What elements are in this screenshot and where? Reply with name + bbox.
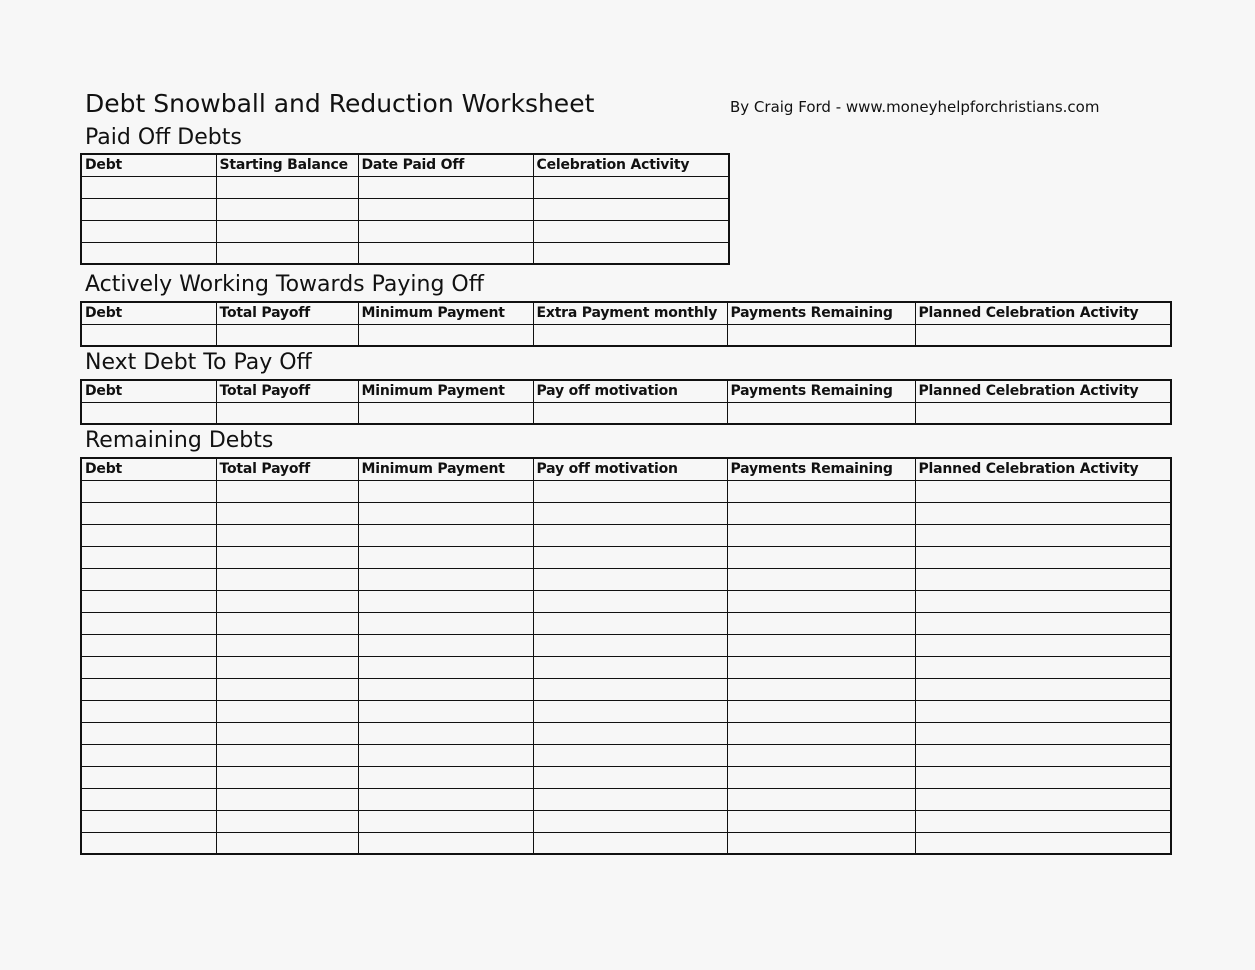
entry-cell[interactable]	[727, 656, 915, 678]
entry-cell[interactable]	[216, 678, 358, 700]
entry-cell[interactable]	[81, 546, 216, 568]
entry-cell[interactable]	[216, 324, 358, 346]
entry-cell[interactable]	[915, 402, 1171, 424]
table-row	[81, 722, 1171, 744]
entry-cell[interactable]	[81, 634, 216, 656]
header-row	[81, 380, 1171, 402]
entry-cell[interactable]	[915, 634, 1171, 656]
entry-cell[interactable]	[727, 402, 915, 424]
column-header: Payments Remaining	[727, 458, 915, 480]
entry-cell[interactable]	[727, 524, 915, 546]
entry-cell[interactable]	[358, 242, 533, 264]
entry-cell[interactable]	[915, 524, 1171, 546]
page-title: Debt Snowball and Reduction Worksheet	[85, 89, 595, 118]
entry-cell[interactable]	[216, 546, 358, 568]
table-row	[81, 744, 1171, 766]
entry-cell[interactable]	[915, 722, 1171, 744]
entry-cell[interactable]	[81, 832, 216, 854]
entry-cell[interactable]	[216, 242, 358, 264]
entry-cell[interactable]	[358, 766, 533, 788]
column-header: Extra Payment monthly	[533, 302, 727, 324]
entry-cell[interactable]	[727, 700, 915, 722]
table-row	[81, 402, 1171, 424]
table-row	[81, 612, 1171, 634]
header-row	[81, 154, 729, 176]
column-header: Payments Remaining	[727, 380, 915, 402]
next-debt-table	[80, 379, 1172, 425]
active-debt-table	[80, 301, 1172, 347]
entry-cell[interactable]	[216, 524, 358, 546]
entry-cell[interactable]	[915, 766, 1171, 788]
table-row	[81, 220, 729, 242]
entry-cell[interactable]	[216, 766, 358, 788]
entry-cell[interactable]	[727, 788, 915, 810]
table-row	[81, 324, 1171, 346]
entry-cell[interactable]	[216, 788, 358, 810]
column-header: Starting Balance	[216, 154, 358, 176]
entry-cell[interactable]	[727, 810, 915, 832]
section-title-remaining: Remaining Debts	[85, 428, 274, 453]
entry-cell[interactable]	[915, 502, 1171, 524]
entry-cell[interactable]	[81, 656, 216, 678]
table-row	[81, 766, 1171, 788]
entry-cell[interactable]	[216, 722, 358, 744]
column-header: Debt	[81, 380, 216, 402]
entry-cell[interactable]	[915, 700, 1171, 722]
column-header: Minimum Payment	[358, 302, 533, 324]
table-row	[81, 568, 1171, 590]
entry-cell[interactable]	[533, 634, 727, 656]
entry-cell[interactable]	[358, 788, 533, 810]
entry-cell[interactable]	[216, 402, 358, 424]
entry-cell[interactable]	[533, 766, 727, 788]
column-header: Planned Celebration Activity	[915, 302, 1171, 324]
section-title-paid-off: Paid Off Debts	[85, 125, 242, 150]
entry-cell[interactable]	[915, 832, 1171, 854]
column-header: Total Payoff	[216, 458, 358, 480]
entry-cell[interactable]	[727, 722, 915, 744]
entry-cell[interactable]	[81, 502, 216, 524]
entry-cell[interactable]	[727, 634, 915, 656]
entry-cell[interactable]	[216, 198, 358, 220]
entry-cell[interactable]	[533, 744, 727, 766]
entry-cell[interactable]	[81, 176, 216, 198]
entry-cell[interactable]	[915, 788, 1171, 810]
table-row	[81, 634, 1171, 656]
byline: By Craig Ford - www.moneyhelpforchristians.com	[730, 98, 1100, 116]
entry-cell[interactable]	[915, 656, 1171, 678]
table-row	[81, 198, 729, 220]
entry-cell[interactable]	[915, 678, 1171, 700]
column-header: Celebration Activity	[533, 154, 729, 176]
entry-cell[interactable]	[533, 546, 727, 568]
entry-cell[interactable]	[358, 832, 533, 854]
entry-cell[interactable]	[216, 480, 358, 502]
entry-cell[interactable]	[216, 568, 358, 590]
entry-cell[interactable]	[358, 744, 533, 766]
entry-cell[interactable]	[81, 480, 216, 502]
table-row	[81, 480, 1171, 502]
entry-cell[interactable]	[727, 546, 915, 568]
entry-cell[interactable]	[216, 612, 358, 634]
entry-cell[interactable]	[81, 242, 216, 264]
entry-cell[interactable]	[81, 678, 216, 700]
entry-cell[interactable]	[358, 656, 533, 678]
entry-cell[interactable]	[81, 766, 216, 788]
section-title-active: Actively Working Towards Paying Off	[85, 272, 484, 297]
table-row	[81, 502, 1171, 524]
entry-cell[interactable]	[727, 766, 915, 788]
entry-cell[interactable]	[216, 502, 358, 524]
table-row	[81, 524, 1171, 546]
entry-cell[interactable]	[81, 590, 216, 612]
entry-cell[interactable]	[216, 832, 358, 854]
entry-cell[interactable]	[915, 612, 1171, 634]
table-row	[81, 590, 1171, 612]
column-header: Total Payoff	[216, 380, 358, 402]
entry-cell[interactable]	[81, 744, 216, 766]
entry-cell[interactable]	[533, 176, 729, 198]
entry-cell[interactable]	[727, 568, 915, 590]
entry-cell[interactable]	[727, 502, 915, 524]
entry-cell[interactable]	[358, 590, 533, 612]
table-row	[81, 678, 1171, 700]
entry-cell[interactable]	[915, 744, 1171, 766]
entry-cell[interactable]	[533, 810, 727, 832]
entry-cell[interactable]	[216, 176, 358, 198]
entry-cell[interactable]	[915, 590, 1171, 612]
entry-cell[interactable]	[533, 402, 727, 424]
table-row	[81, 546, 1171, 568]
table-row	[81, 656, 1171, 678]
column-header: Debt	[81, 302, 216, 324]
entry-cell[interactable]	[81, 568, 216, 590]
entry-cell[interactable]	[81, 220, 216, 242]
entry-cell[interactable]	[915, 568, 1171, 590]
entry-cell[interactable]	[358, 480, 533, 502]
column-header: Total Payoff	[216, 302, 358, 324]
entry-cell[interactable]	[727, 480, 915, 502]
column-header: Debt	[81, 458, 216, 480]
entry-cell[interactable]	[533, 832, 727, 854]
entry-cell[interactable]	[727, 590, 915, 612]
entry-cell[interactable]	[533, 324, 727, 346]
entry-cell[interactable]	[81, 198, 216, 220]
entry-cell[interactable]	[216, 656, 358, 678]
entry-cell[interactable]	[533, 590, 727, 612]
column-header: Planned Celebration Activity	[915, 380, 1171, 402]
entry-cell[interactable]	[533, 788, 727, 810]
entry-cell[interactable]	[81, 722, 216, 744]
table-row	[81, 242, 729, 264]
entry-cell[interactable]	[533, 220, 729, 242]
entry-cell[interactable]	[358, 198, 533, 220]
entry-cell[interactable]	[358, 700, 533, 722]
entry-cell[interactable]	[533, 722, 727, 744]
entry-cell[interactable]	[533, 502, 727, 524]
entry-cell[interactable]	[216, 590, 358, 612]
column-header: Minimum Payment	[358, 458, 533, 480]
entry-cell[interactable]	[358, 722, 533, 744]
remaining-debts-table	[80, 457, 1172, 855]
entry-cell[interactable]	[216, 220, 358, 242]
entry-cell[interactable]	[727, 678, 915, 700]
header-row	[81, 302, 1171, 324]
entry-cell[interactable]	[358, 402, 533, 424]
entry-cell[interactable]	[727, 744, 915, 766]
entry-cell[interactable]	[358, 568, 533, 590]
entry-cell[interactable]	[533, 198, 729, 220]
table-row	[81, 788, 1171, 810]
entry-cell[interactable]	[358, 502, 533, 524]
entry-cell[interactable]	[358, 524, 533, 546]
entry-cell[interactable]	[533, 524, 727, 546]
entry-cell[interactable]	[915, 324, 1171, 346]
entry-cell[interactable]	[358, 220, 533, 242]
entry-cell[interactable]	[358, 810, 533, 832]
column-header: Pay off motivation	[533, 458, 727, 480]
column-header: Date Paid Off	[358, 154, 533, 176]
entry-cell[interactable]	[81, 810, 216, 832]
entry-cell[interactable]	[358, 324, 533, 346]
entry-cell[interactable]	[533, 568, 727, 590]
section-title-next: Next Debt To Pay Off	[85, 350, 312, 375]
entry-cell[interactable]	[81, 524, 216, 546]
entry-cell[interactable]	[81, 324, 216, 346]
entry-cell[interactable]	[81, 402, 216, 424]
entry-cell[interactable]	[216, 744, 358, 766]
entry-cell[interactable]	[358, 612, 533, 634]
entry-cell[interactable]	[358, 176, 533, 198]
entry-cell[interactable]	[81, 612, 216, 634]
entry-cell[interactable]	[81, 788, 216, 810]
column-header: Pay off motivation	[533, 380, 727, 402]
entry-cell[interactable]	[533, 612, 727, 634]
entry-cell[interactable]	[533, 678, 727, 700]
table-row	[81, 832, 1171, 854]
table-row	[81, 176, 729, 198]
table-row	[81, 700, 1171, 722]
entry-cell[interactable]	[915, 480, 1171, 502]
entry-cell[interactable]	[915, 810, 1171, 832]
entry-cell[interactable]	[915, 546, 1171, 568]
entry-cell[interactable]	[533, 480, 727, 502]
entry-cell[interactable]	[533, 242, 729, 264]
entry-cell[interactable]	[533, 656, 727, 678]
entry-cell[interactable]	[216, 634, 358, 656]
entry-cell[interactable]	[358, 678, 533, 700]
entry-cell[interactable]	[727, 324, 915, 346]
entry-cell[interactable]	[81, 700, 216, 722]
column-header: Minimum Payment	[358, 380, 533, 402]
header-row	[81, 458, 1171, 480]
entry-cell[interactable]	[358, 634, 533, 656]
paid-off-debts-table	[80, 153, 730, 265]
column-header: Debt	[81, 154, 216, 176]
entry-cell[interactable]	[727, 832, 915, 854]
entry-cell[interactable]	[216, 700, 358, 722]
entry-cell[interactable]	[358, 546, 533, 568]
entry-cell[interactable]	[727, 612, 915, 634]
entry-cell[interactable]	[533, 700, 727, 722]
table-row	[81, 810, 1171, 832]
entry-cell[interactable]	[216, 810, 358, 832]
column-header: Payments Remaining	[727, 302, 915, 324]
column-header: Planned Celebration Activity	[915, 458, 1171, 480]
